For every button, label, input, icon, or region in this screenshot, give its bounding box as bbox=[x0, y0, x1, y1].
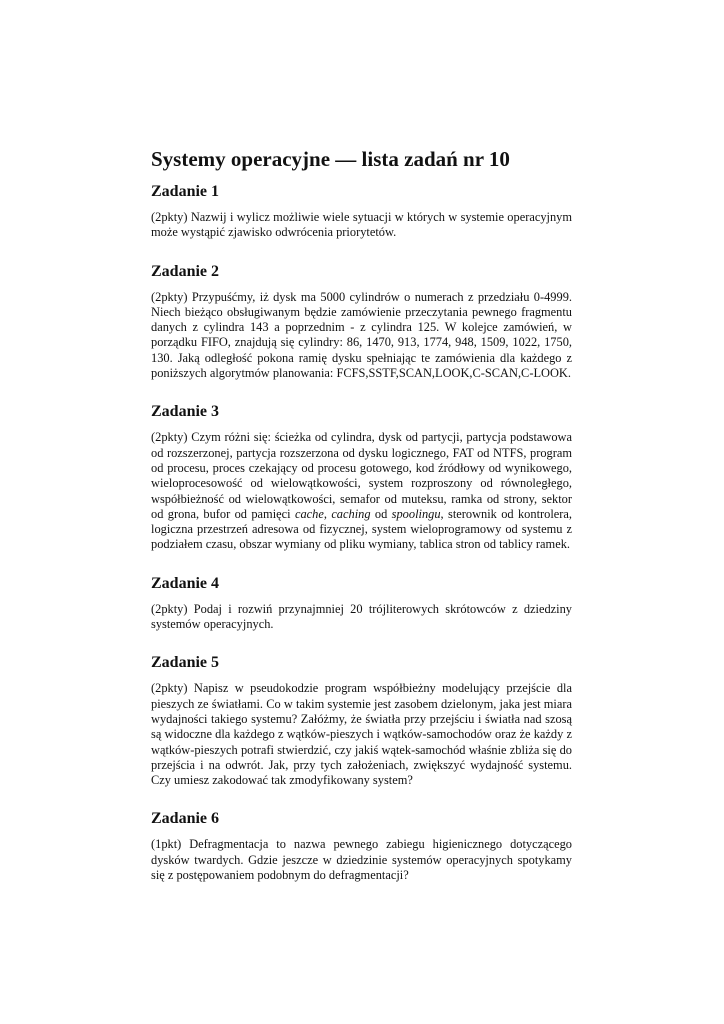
task-text-part: , sterownik od kontrolera, logiczna przestrzeń adresowa od fizycznej, system wieloprogramowy od systemu z podziałem czasu, obszar wymiany od pliku wymiany, tablica stron od tablicy ramek. bbox=[151, 506, 572, 552]
task-text: (2pkty) Przypuśćmy, iż dysk ma 5000 cylindrów o numerach z przedziału 0-4999. Niech bieżąco obsługiwanym będzie zamówienie przeczytania pewnego fragmentu danych z cylindra 143 a poprzednim - z cylindra 125. W kolejce zamówień, w porządku FIFO, znajdują się cylindry: 86, 1470, 913, 1774, 948, 1509, 1022, 1750, 130. Jaką odległość pokona ramię dysku spełniając te zamówienia dla każdego z poniższych algorytmów planowania: FCFS,SSTF,SCAN,LOOK,C-SCAN,C-LOOK. bbox=[151, 289, 572, 381]
document-page bbox=[151, 146, 572, 904]
task-2 bbox=[151, 262, 572, 382]
task-text bbox=[151, 430, 572, 552]
task-text-part: od bbox=[370, 506, 392, 521]
task-heading: Zadanie 6 bbox=[151, 810, 220, 828]
task-heading: Zadanie 1 bbox=[151, 183, 220, 200]
task-text: (1pkt) Defragmentacja to nazwa pewnego zabiegu higienicznego dotyczącego dysków twardych. Gdzie jeszcze w dziedzinie systemów operacyjnych spotykamy się z postępowaniem podobnym do defragmentacji? bbox=[151, 837, 572, 883]
task-text-part: , bbox=[323, 506, 332, 521]
task-heading: Zadanie 3 bbox=[151, 403, 220, 421]
task-1 bbox=[151, 182, 572, 241]
task-text-part: (2pkty) Czym różni się: ścieżka od cylindra, dysk od partycji, partycja podstawowa od rozszerzonej, partycja rozszerzona od dysku logicznego, FAT od NTFS, program od procesu, proces czekający od procesu gotowego, kod źródłowy od wynikowego, wieloprocesowość od wielowątkowości, system rozproszony od równoległego, współbieżność od wielowątkowości, semafor od muteksu, ramka od strony, sektor od grona, bufor od pamięci bbox=[151, 430, 572, 521]
italic-term: spoolingu bbox=[391, 506, 441, 521]
task-4 bbox=[151, 574, 572, 633]
italic-term: cache bbox=[294, 506, 324, 521]
task-6 bbox=[151, 809, 572, 883]
italic-term: caching bbox=[331, 506, 371, 521]
task-3 bbox=[151, 402, 572, 552]
task-heading: Zadanie 4 bbox=[151, 574, 220, 592]
task-heading: Zadanie 2 bbox=[151, 262, 220, 280]
document-title: Systemy operacyjne — lista zadań nr 10 bbox=[151, 147, 510, 171]
task-text: (2pkty) Podaj i rozwiń przynajmniej 20 trójliterowych skrótowców z dziedziny systemów operacyjnych. bbox=[151, 601, 572, 632]
task-heading: Zadanie 5 bbox=[151, 654, 220, 672]
task-text: (2pkty) Napisz w pseudokodzie program współbieżny modelujący przejście dla pieszych ze światłami. Co w takim systemie jest zasobem dzielonym, jaka jest miara wydajności takiego systemu? Załóżmy, że światła przy przejściu i światła nad szosą są widoczne dla każdego z wątków-pieszych i wątków-samochodów oraz że każdy z wątków-pieszych potrafi stwierdzić, czy jakiś wątek-samochód właśnie zbliża się do przejścia i na odwrót. Jak, przy tych założeniach, zwiększyć wydajność systemu. Czy umiesz zakodować tak zmodyfikowany system? bbox=[151, 681, 572, 788]
task-text: (2pkty) Nazwij i wylicz możliwie wiele sytuacji w których w systemie operacyjnym może wystąpić zjawisko odwrócenia priorytetów. bbox=[151, 210, 572, 240]
task-5 bbox=[151, 653, 572, 788]
